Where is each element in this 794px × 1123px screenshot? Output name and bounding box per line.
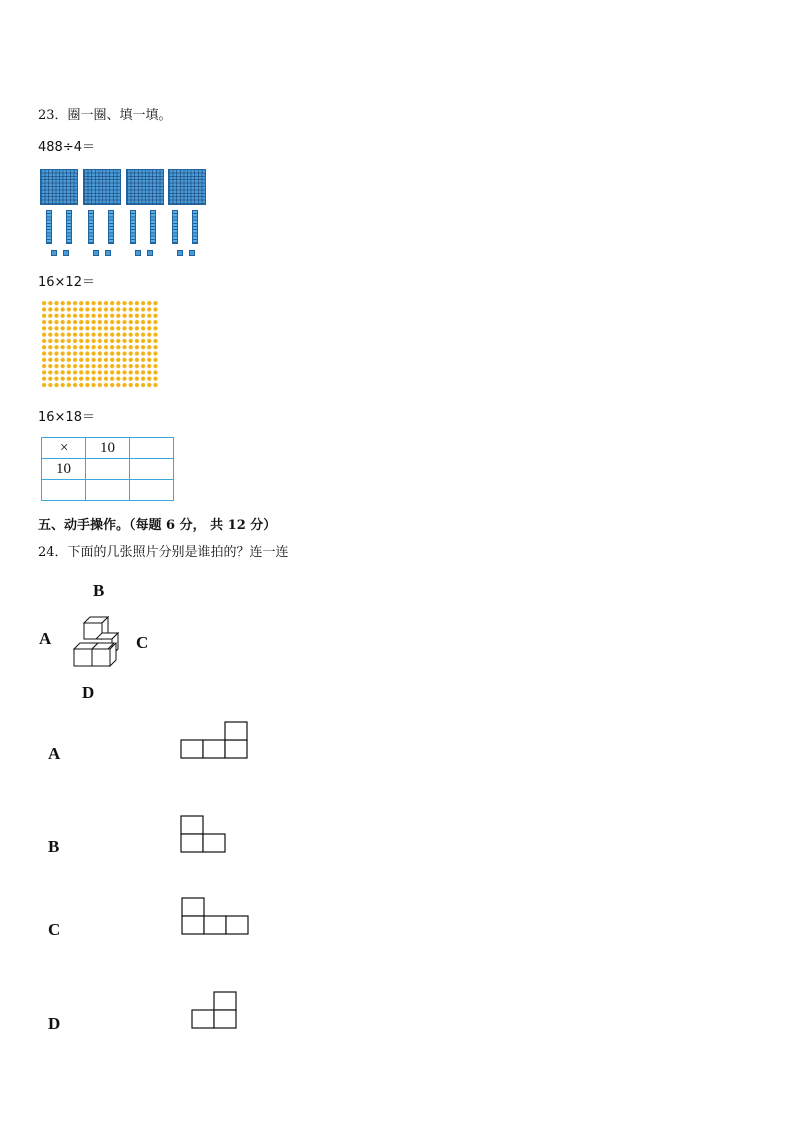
table-cell: 10 [42,459,86,480]
label-right: C [136,633,149,652]
ten-rod [88,210,94,244]
ten-rod [192,210,198,244]
one-cube [189,250,195,256]
one-cube [177,250,183,256]
ten-rod [108,210,114,244]
ten-rod [172,210,178,244]
cube-stack-figure [70,614,122,670]
table-cell[interactable] [86,480,130,501]
view-b-shape[interactable] [180,815,228,853]
one-cube [147,250,153,256]
ten-rod [46,210,52,244]
one-cube [93,250,99,256]
label-bottom: D [82,683,95,702]
equation-multiply-12: 16×12＝ [38,275,95,290]
hundred-block [40,169,78,205]
ten-rod [130,210,136,244]
ten-rod [150,210,156,244]
view-a-shape[interactable] [180,721,250,759]
one-cube [51,250,57,256]
hundred-block [126,169,164,205]
dot-array [41,300,159,388]
equation-division: 488÷4＝ [38,140,95,155]
one-cube [63,250,69,256]
row-label-a: A [48,744,61,763]
one-cube [105,250,111,256]
row-label-b: B [48,837,60,856]
row-label-c: C [48,920,61,939]
label-left: A [39,629,52,648]
view-d-shape[interactable] [191,991,239,1029]
question-24-title: 24．下面的几张照片分别是谁拍的？连一连 [38,545,289,560]
row-label-d: D [48,1014,61,1033]
table-cell[interactable] [86,459,130,480]
view-c-shape[interactable] [181,897,251,935]
question-23-title: 23．圈一圈、填一填。 [38,108,172,123]
hundred-block [168,169,206,205]
section-5-title: 五、动手操作。（每题 6 分， 共 12 分） [38,518,277,533]
ten-rod [66,210,72,244]
multiplication-table [41,437,174,501]
table-cell: 10 [86,438,130,459]
table-cell[interactable] [42,480,86,501]
label-top: B [93,581,105,600]
one-cube [135,250,141,256]
table-cell: × [42,438,86,459]
equation-multiply-18: 16×18＝ [38,410,95,425]
table-cell[interactable] [130,480,174,501]
table-cell[interactable] [130,459,174,480]
hundred-block [83,169,121,205]
table-cell[interactable] [130,438,174,459]
